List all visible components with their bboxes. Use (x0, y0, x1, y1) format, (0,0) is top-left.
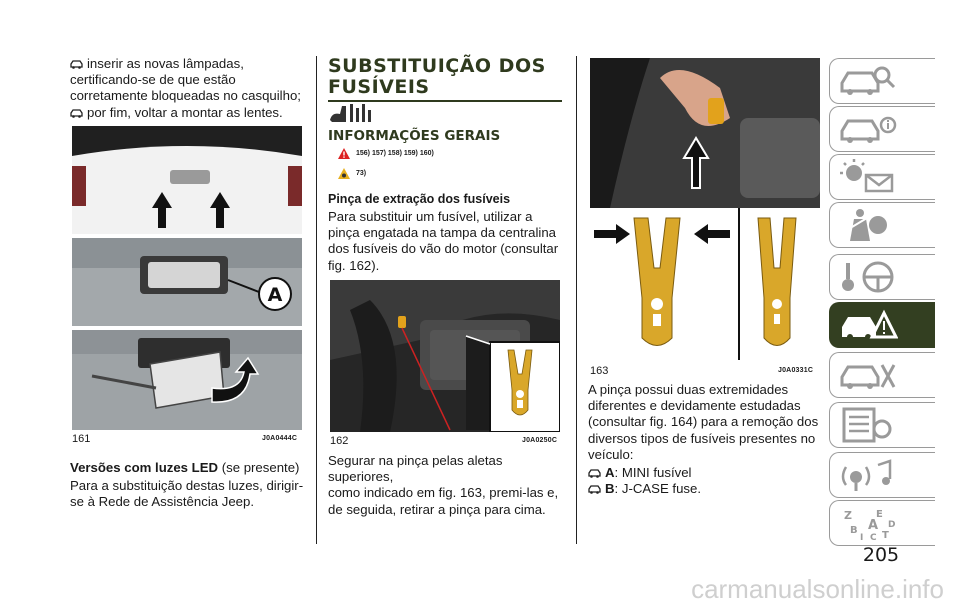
warning-triangle-icon (338, 148, 350, 159)
text-line: corretamente bloqueadas no casquilho; (70, 88, 301, 104)
car-info-icon (838, 111, 898, 147)
car-search-icon (838, 63, 898, 99)
item-a-text: : MINI fusível (614, 465, 692, 481)
figure-163-caption: 163 (590, 365, 609, 377)
figure-162-photo (330, 280, 560, 432)
warning-row (338, 148, 434, 159)
tab-servicing[interactable] (829, 352, 935, 398)
svg-text:T: T (882, 530, 889, 541)
tab-index[interactable] (829, 500, 935, 546)
figure-162-code: J0A0250C (522, 437, 558, 444)
figure-163-code: J0A0331C (778, 367, 814, 374)
paragraph-line: como indicado em fig. 163, premi-las e, (328, 485, 559, 501)
car-bullet-icon (588, 484, 601, 494)
bullet-item (70, 56, 302, 72)
bullet-text: inserir as novas lâmpadas, (87, 56, 244, 71)
car-bullet-icon (70, 59, 83, 69)
engine-bay-illustration (330, 280, 560, 432)
fuse-box-icon (328, 102, 374, 124)
svg-text:D: D (888, 520, 896, 530)
item-b-key: B (605, 481, 615, 497)
svg-text:C: C (870, 533, 877, 541)
footer-url[interactable]: carmanualsonline.info (691, 574, 944, 604)
led-title-suffix: (se presente) (218, 460, 300, 475)
led-title-line (70, 460, 310, 476)
tab-multimedia[interactable] (829, 452, 935, 498)
figure-161-code: J0A0444C (262, 435, 298, 442)
item-b-text: : J-CASE fuse. (614, 481, 702, 497)
tab-starting-driving[interactable] (829, 254, 935, 300)
car-bullet-icon (588, 468, 601, 478)
puller-paragraph (328, 209, 564, 274)
paragraph-line: dos fusíveis do vão do motor (consultar (328, 241, 559, 257)
paragraph-line: Segurar na pinça pelas aletas superiores, (328, 453, 503, 485)
callout-a-label: A (267, 284, 283, 306)
grip-paragraph (328, 453, 568, 518)
column-divider (316, 56, 317, 544)
paragraph-line: veículo: (588, 446, 634, 462)
specifications-list-icon (838, 407, 898, 443)
airbag-person-icon (838, 207, 898, 243)
tab-technical-data[interactable] (829, 402, 935, 448)
caution-refs: 73) (356, 170, 367, 177)
paragraph-line: fig. 162). (328, 257, 380, 273)
svg-text:B: B (850, 525, 858, 536)
section-heading (328, 56, 562, 102)
warning-refs: 156) 157) 158) 159) 160) (356, 150, 434, 157)
column-1 (70, 56, 302, 121)
bullet-text: por fim, voltar a montar as lentes. (87, 104, 283, 120)
paragraph-line: Para substituir um fusível, utilizar a (328, 209, 533, 224)
led-paragraph-line: Para a substituição destas luzes, dirigir- (70, 478, 304, 494)
tab-vehicle-info[interactable] (829, 106, 935, 152)
steering-wheel-icon (838, 259, 898, 295)
bullet-item (70, 105, 302, 121)
tab-dashboard-lights[interactable] (829, 154, 935, 200)
car-emergency-icon (838, 307, 898, 343)
svg-text:E: E (876, 509, 883, 520)
paragraph-line: pinça engatada na tampa da centralina (328, 225, 557, 241)
svg-text:A: A (868, 518, 879, 533)
paragraph-line: (consultar fig. 164) para a remoção dos (588, 414, 819, 430)
tab-knowing-vehicle[interactable] (829, 58, 935, 104)
text-line: certificando-se de que estão (70, 72, 236, 88)
tab-emergency[interactable] (829, 302, 935, 348)
svg-text:I: I (860, 533, 864, 541)
alphabetical-index-icon (838, 505, 898, 541)
figure-161-caption: 161 (72, 433, 91, 445)
paragraph-line: diferentes e devidamente estudadas (588, 398, 801, 414)
figure-161-photo (72, 126, 302, 430)
led-title: Versões com luzes LED (70, 460, 219, 475)
multimedia-icon (838, 457, 898, 493)
tailgate-illustration (72, 126, 302, 430)
paragraph-line: A pinça possui duas extremidades (588, 382, 789, 397)
puller-subhead: Pinça de extração dos fusíveis (328, 192, 511, 206)
puller-ends-paragraph (588, 382, 824, 497)
paragraph-line: de seguida, retirar a pinça para cima. (328, 501, 546, 517)
dashboard-lights-icon (838, 159, 898, 195)
led-section (70, 460, 310, 511)
led-paragraph-line: se à Rede de Assistência Jeep. (70, 494, 255, 510)
page-number: 205 (862, 544, 900, 566)
heading-line-1: SUBSTITUIÇÃO DOS (328, 55, 546, 77)
bullet-item-b (588, 481, 824, 497)
tab-safety[interactable] (829, 202, 935, 248)
item-a-key: A (605, 465, 615, 481)
svg-text:Z: Z (844, 509, 852, 522)
caution-environment-icon (338, 168, 350, 179)
info-heading: INFORMAÇÕES GERAIS (328, 128, 501, 144)
column-divider (576, 56, 577, 544)
bullet-item-a (588, 465, 824, 481)
figure-163-photo (590, 58, 820, 360)
footer-watermark (691, 574, 944, 605)
figure-162-caption: 162 (330, 435, 349, 447)
car-bullet-icon (70, 108, 83, 118)
caution-row (338, 168, 366, 179)
paragraph-line: diversos tipos de fusíveis presentes no (588, 430, 816, 446)
heading-line-2: FUSÍVEIS (328, 76, 430, 98)
fuse-puller-illustration (590, 58, 820, 360)
car-service-icon (838, 357, 898, 393)
